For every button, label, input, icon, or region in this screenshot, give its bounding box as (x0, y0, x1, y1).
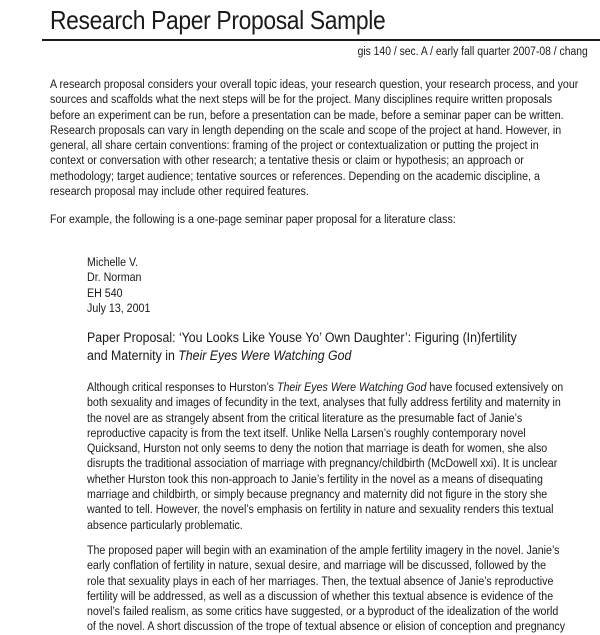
intro-line: before an experiment can be run, before a presentation can be made, before a seminar paper can be written. (50, 107, 564, 122)
proposal-title-line-1: Paper Proposal: ‘You Looks Like Youse Yo’ Own Daughter’: Figuring (In)fertility (87, 330, 517, 346)
body-line: absence particularly problematic. (87, 517, 243, 532)
body-line: disrupts the traditional association of marriage with pregnancy/childbirth (McDowell xxi). It is unclear (87, 456, 558, 471)
intro-paragraph (50, 77, 600, 199)
intro-line: A research proposal considers your overall topic ideas, your research question, your research process, and your (50, 77, 579, 91)
student-name: Michelle V. (87, 255, 139, 269)
body-paragraph-2 (87, 543, 600, 635)
body-paragraph-1 (87, 380, 600, 533)
body-line: marriage and childbirth, or simply because pregnancy and maternity did not figure in the story she (87, 487, 548, 502)
intro-line: methodology; target audience; tentative sources or references. Depending on the academic discipline, a (50, 168, 540, 183)
body-line: whether Hurston took this non-approach to Janie’s fertility in the novel as a means of disequating (87, 471, 543, 486)
body-line: fertility will be addressed, as well as a discussion of whether this textual absence is evidence of the (87, 588, 554, 603)
intro-line: context or conversation with other research; a tentative thesis or claim or hypothesis; an approach or (50, 153, 524, 168)
proposal-title-prefix: and Maternity in (87, 348, 179, 364)
course-code: EH 540 (87, 285, 123, 300)
body-line: role that sexuality plays in each of her marriages. Then, the textual absence of Janie’s reproductive (87, 573, 554, 588)
body-text: Although critical responses to Hurston’s (87, 380, 277, 394)
book-title: Their Eyes Were Watching God (276, 380, 427, 394)
intro-line: research proposal may include other required features. (50, 184, 309, 199)
document-title: Research Paper Proposal Sample (50, 5, 386, 35)
heading-block (87, 255, 161, 316)
date: July 13, 2001 (87, 300, 151, 315)
body-line: of the novel. A short discussion of the trope of textual absence or elision of conception and pregnancy (87, 619, 566, 634)
intro-line: Research proposals can vary in length depending on the scale and scope of the project at hand. However, in (50, 122, 562, 137)
body-line: The proposed paper will begin with an examination of the ample fertility imagery in the novel. Janie’s (87, 543, 560, 557)
body-line: wanted to tell. However, the novel’s emphasis on fertility in nature and sexuality renders this textual (87, 502, 554, 517)
title-rule (42, 39, 600, 41)
instructor-name: Dr. Norman (87, 270, 142, 285)
intro-line: sources and scaffolds what the next steps will be for the project. Many disciplines require written proposals (50, 92, 553, 107)
body-text: have focused extensively on (426, 380, 564, 394)
proposal-title-line-2 (87, 347, 517, 365)
body-line: both sexuality and images of fecundity in the text, analyses that fully address fertility and maternity in (87, 395, 561, 410)
intro-line: general, all share certain conventions: framing of the project or contextualization or putting the project in (50, 138, 539, 153)
body-line (87, 380, 563, 395)
example-paragraph (50, 212, 522, 227)
body-line: reproductive capacity is from the text itself. Unlike Nella Larsen’s roughly contemporary novel (87, 425, 526, 440)
body-line: Quicksand, Hurston not only seems to deny the notion that marriage is death for women, she also (87, 441, 548, 456)
proposal-title (87, 329, 581, 365)
example-line: For example, the following is a one-page seminar paper proposal for a literature class: (50, 212, 456, 226)
body-line: the novel are as strangely absent from the critical literature as the presumable fact of Janie’s (87, 410, 523, 425)
body-line: novel’s failed realism, as some critics have suggested, or a byproduct of the idealization of the world (87, 604, 559, 619)
body-line: early conflation of fertility in nature, sexual desire, and marriage will be discussed, followed by the (87, 558, 547, 573)
proposal-title-book: Their Eyes Were Watching God (178, 348, 352, 364)
course-meta: gis 140 / sec. A / early fall quarter 2007-08 / chang (357, 46, 588, 58)
